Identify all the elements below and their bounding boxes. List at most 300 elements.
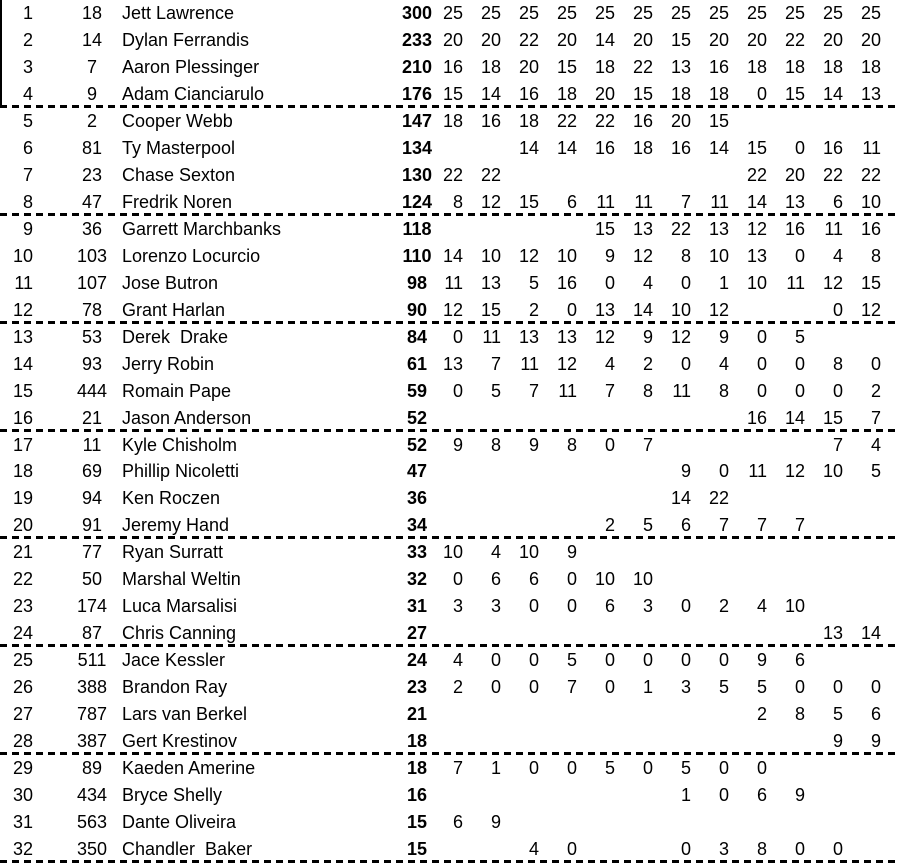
rider-number-cell: 14 (81, 29, 103, 50)
position-cell: 3 (22, 56, 33, 77)
race-score-cell: 25 (708, 3, 729, 23)
race-score-cell: 9 (680, 461, 691, 482)
race-score-cell: 15 (746, 137, 767, 158)
race-score-cell: 12 (708, 299, 729, 320)
rider-name-cell: Derek Drake (122, 326, 229, 347)
race-score-cell (729, 566, 767, 593)
race-score-cell: 22 (518, 29, 539, 50)
race-score-cell: 10 (708, 245, 729, 266)
race-score-cell (615, 728, 653, 755)
race-score-cell: 18 (594, 56, 615, 77)
race-score-cell: 18 (784, 56, 805, 77)
race-score-cell: 9 (642, 326, 653, 347)
rider-number-cell: 23 (81, 164, 103, 185)
race-score-cell (691, 566, 729, 593)
race-score-cell: 0 (452, 326, 463, 347)
race-score-cell: 14 (746, 191, 767, 212)
table-row (0, 189, 899, 216)
rider-name-cell: Jeremy Hand (122, 515, 230, 536)
race-score-cell: 5 (528, 272, 539, 293)
rider-name-cell: Phillip Nicoletti (122, 461, 240, 482)
race-score-cell: 12 (442, 299, 463, 320)
race-score-cell: 12 (860, 299, 881, 320)
race-score-cell (805, 647, 843, 674)
race-score-cell: 7 (756, 515, 767, 536)
rider-name-cell: Ken Roczen (122, 488, 221, 509)
race-score-cell: 13 (556, 326, 577, 347)
race-score-cell: 15 (670, 29, 691, 50)
race-score-cell (767, 432, 805, 459)
race-score-cell: 13 (442, 353, 463, 374)
race-score-cell: 0 (604, 272, 615, 293)
race-score-cell: 11 (786, 272, 805, 293)
race-score-cell (539, 512, 577, 539)
race-score-cell: 25 (822, 3, 843, 23)
race-score-cell: 9 (490, 812, 501, 833)
race-score-cell: 9 (528, 434, 539, 455)
race-score-cell (615, 405, 653, 432)
race-score-cell: 0 (794, 245, 805, 266)
race-score-cell (615, 458, 653, 485)
race-score-cell: 8 (870, 245, 881, 266)
table-row (0, 593, 899, 620)
race-score-cell: 18 (518, 110, 539, 131)
race-score-cell: 0 (718, 785, 729, 806)
race-score-cell (425, 405, 463, 432)
race-score-cell (767, 728, 805, 755)
rider-number-cell: 93 (81, 353, 103, 374)
table-row (0, 324, 899, 351)
table-row (0, 674, 899, 701)
race-score-cell (501, 782, 539, 809)
table-row (0, 566, 899, 593)
total-points-cell: 34 (406, 515, 428, 536)
race-score-cell (425, 485, 463, 512)
race-score-cell (501, 458, 539, 485)
race-score-cell: 0 (680, 272, 691, 293)
rider-name-cell: Lars van Berkel (122, 704, 248, 725)
race-score-cell: 16 (442, 56, 463, 77)
race-score-cell: 15 (594, 218, 615, 239)
race-score-cell: 10 (860, 191, 881, 212)
rider-number-cell: 91 (81, 515, 103, 536)
race-score-cell (615, 485, 653, 512)
table-row (0, 432, 899, 459)
race-score-cell: 12 (822, 272, 843, 293)
position-cell: 5 (22, 110, 33, 131)
position-cell: 17 (12, 434, 33, 455)
race-score-cell (805, 324, 843, 351)
race-score-cell: 7 (452, 758, 463, 779)
race-score-cell (577, 485, 615, 512)
race-score-cell (539, 701, 577, 728)
race-score-cell (501, 216, 539, 243)
race-score-cell: 0 (756, 353, 767, 374)
total-points-cell: 24 (406, 650, 428, 671)
race-score-cell: 0 (794, 353, 805, 374)
race-score-cell (615, 809, 653, 836)
race-score-cell: 0 (680, 839, 691, 860)
rider-number-cell: 36 (81, 218, 103, 239)
rider-name-cell: Jerry Robin (122, 353, 215, 374)
race-score-cell: 15 (708, 110, 729, 131)
rider-number-cell: 18 (81, 3, 103, 23)
race-score-cell: 10 (822, 461, 843, 482)
position-cell: 7 (22, 164, 33, 185)
race-score-cell: 8 (680, 245, 691, 266)
race-score-cell (425, 836, 463, 863)
race-score-cell (463, 485, 501, 512)
race-score-cell: 16 (670, 137, 691, 158)
race-score-cell (767, 108, 805, 135)
position-cell: 13 (12, 326, 33, 347)
race-score-cell: 20 (860, 29, 881, 50)
rider-number-cell: 47 (81, 191, 103, 212)
total-points-cell: 98 (406, 272, 428, 293)
race-score-cell: 9 (566, 542, 577, 563)
race-score-cell: 0 (756, 83, 767, 104)
rider-name-cell: Ryan Surratt (122, 542, 224, 563)
position-cell: 10 (12, 245, 33, 266)
race-score-cell (767, 620, 805, 647)
race-score-cell (463, 620, 501, 647)
race-score-cell (805, 566, 843, 593)
race-score-cell (577, 405, 615, 432)
race-score-cell (843, 647, 881, 674)
race-score-cell (653, 162, 691, 189)
race-score-cell (539, 620, 577, 647)
race-score-cell (805, 485, 843, 512)
total-points-cell: 233 (401, 29, 433, 50)
race-score-cell: 22 (784, 29, 805, 50)
position-cell: 1 (22, 3, 33, 23)
race-score-cell (425, 216, 463, 243)
race-score-cell: 20 (784, 164, 805, 185)
race-score-cell: 3 (718, 839, 729, 860)
race-score-cell: 14 (518, 137, 539, 158)
table-row (0, 216, 899, 243)
race-score-cell (425, 512, 463, 539)
race-score-cell: 16 (860, 218, 881, 239)
race-score-cell: 15 (632, 83, 653, 104)
table-row (0, 405, 899, 432)
race-score-cell (615, 162, 653, 189)
rider-number-cell: 444 (76, 380, 108, 401)
race-score-cell: 6 (566, 191, 577, 212)
group-divider-line (0, 752, 899, 755)
race-score-cell: 15 (518, 191, 539, 212)
race-score-cell (539, 216, 577, 243)
race-score-cell: 25 (594, 3, 615, 23)
race-score-cell (577, 836, 615, 863)
race-score-cell: 14 (556, 137, 577, 158)
race-score-cell: 13 (480, 272, 501, 293)
position-cell: 14 (12, 353, 33, 374)
race-score-cell (501, 485, 539, 512)
race-score-cell: 6 (680, 515, 691, 536)
race-score-cell: 15 (822, 407, 843, 428)
race-score-cell (577, 728, 615, 755)
table-row (0, 135, 899, 162)
race-score-cell (463, 728, 501, 755)
race-score-cell (767, 539, 805, 566)
rider-number-cell: 350 (76, 839, 108, 860)
race-score-cell (539, 485, 577, 512)
race-score-cell (501, 620, 539, 647)
race-score-cell: 11 (634, 191, 653, 212)
race-score-cell: 0 (604, 434, 615, 455)
race-score-cell: 6 (604, 596, 615, 617)
total-points-cell: 90 (406, 299, 428, 320)
rider-name-cell: Dylan Ferrandis (122, 29, 250, 50)
race-score-cell: 0 (756, 380, 767, 401)
race-score-cell: 11 (596, 191, 615, 212)
race-score-cell: 15 (556, 56, 577, 77)
position-cell: 27 (12, 704, 33, 725)
race-score-cell (729, 432, 767, 459)
race-score-cell (691, 539, 729, 566)
total-points-cell: 300 (401, 3, 433, 23)
race-score-cell: 0 (870, 353, 881, 374)
total-points-cell: 110 (402, 245, 432, 266)
race-score-cell: 18 (632, 137, 653, 158)
rider-name-cell: Kaeden Amerine (122, 758, 256, 779)
race-score-cell: 25 (442, 3, 463, 23)
race-score-cell: 0 (528, 677, 539, 698)
race-score-cell: 12 (670, 326, 691, 347)
race-score-cell: 20 (556, 29, 577, 50)
race-score-cell (843, 485, 881, 512)
race-score-cell: 18 (442, 110, 463, 131)
race-score-cell: 22 (670, 218, 691, 239)
race-score-cell: 22 (632, 56, 653, 77)
race-score-cell: 16 (480, 110, 501, 131)
rider-name-cell: Jason Anderson (122, 407, 252, 428)
race-score-cell: 13 (860, 83, 881, 104)
race-score-cell: 5 (832, 704, 843, 725)
race-score-cell: 0 (832, 839, 843, 860)
race-score-cell: 12 (556, 353, 577, 374)
race-score-cell: 11 (558, 380, 577, 401)
rider-number-cell: 7 (86, 56, 97, 77)
race-score-cell: 20 (670, 110, 691, 131)
race-score-cell (463, 458, 501, 485)
total-points-cell: 124 (401, 191, 433, 212)
race-score-cell: 2 (452, 677, 463, 698)
race-score-cell: 6 (794, 650, 805, 671)
race-score-cell: 15 (860, 272, 881, 293)
total-points-cell: 27 (406, 623, 428, 644)
race-score-cell (767, 809, 805, 836)
race-score-cell: 10 (480, 245, 501, 266)
rider-number-cell: 78 (81, 299, 103, 320)
total-points-cell: 18 (406, 731, 428, 752)
race-score-cell: 0 (794, 839, 805, 860)
race-score-cell: 8 (718, 380, 729, 401)
race-score-cell: 22 (708, 488, 729, 509)
race-score-cell: 9 (604, 245, 615, 266)
race-score-cell: 7 (870, 407, 881, 428)
race-score-cell: 0 (718, 650, 729, 671)
race-score-cell: 13 (708, 218, 729, 239)
race-score-cell (691, 620, 729, 647)
race-score-cell (463, 836, 501, 863)
rider-name-cell: Grant Harlan (122, 299, 226, 320)
rider-name-cell: Jace Kessler (122, 650, 226, 671)
race-score-cell: 0 (604, 677, 615, 698)
rider-number-cell: 174 (76, 596, 108, 617)
total-points-cell: 15 (406, 839, 428, 860)
rider-name-cell: Chris Canning (122, 623, 237, 644)
race-score-cell (653, 809, 691, 836)
race-score-cell: 0 (680, 353, 691, 374)
rider-number-cell: 387 (76, 731, 108, 752)
race-score-cell: 18 (670, 83, 691, 104)
race-score-cell: 4 (870, 434, 881, 455)
race-score-cell: 25 (784, 3, 805, 23)
race-score-cell: 0 (604, 650, 615, 671)
race-score-cell: 0 (756, 326, 767, 347)
race-score-cell: 4 (490, 542, 501, 563)
race-score-cell: 16 (594, 137, 615, 158)
rider-number-cell: 69 (81, 461, 103, 482)
rider-name-cell: Lorenzo Locurcio (122, 245, 261, 266)
race-score-cell: 22 (556, 110, 577, 131)
race-score-cell: 14 (860, 623, 881, 644)
race-score-cell: 10 (784, 596, 805, 617)
race-score-cell (691, 162, 729, 189)
race-score-cell: 12 (594, 326, 615, 347)
race-score-cell: 2 (604, 515, 615, 536)
rider-number-cell: 9 (86, 83, 97, 104)
race-score-cell: 3 (452, 596, 463, 617)
race-score-cell: 15 (442, 83, 463, 104)
race-score-cell (463, 216, 501, 243)
race-score-cell: 25 (746, 3, 767, 23)
race-score-cell: 10 (746, 272, 767, 293)
race-score-cell: 2 (756, 704, 767, 725)
total-points-cell: 31 (406, 596, 428, 617)
race-score-cell: 13 (746, 245, 767, 266)
race-score-cell: 14 (708, 137, 729, 158)
position-cell: 9 (22, 218, 33, 239)
race-score-cell: 25 (860, 3, 881, 23)
rider-name-cell: Gert Krestinov (122, 731, 238, 752)
race-score-cell (615, 782, 653, 809)
race-score-cell: 0 (642, 758, 653, 779)
rider-name-cell: Chase Sexton (122, 164, 236, 185)
race-score-cell: 12 (746, 218, 767, 239)
rider-number-cell: 2 (86, 110, 97, 131)
race-score-cell: 0 (718, 758, 729, 779)
rider-name-cell: Jose Butron (122, 272, 219, 293)
left-border-line (0, 0, 2, 105)
total-points-cell: 130 (401, 164, 433, 185)
total-points-cell: 36 (406, 488, 428, 509)
race-score-cell (691, 728, 729, 755)
race-score-cell: 2 (528, 299, 539, 320)
race-score-cell: 7 (832, 434, 843, 455)
total-points-cell: 134 (401, 137, 433, 158)
race-score-cell (843, 836, 881, 863)
race-score-cell: 6 (490, 569, 501, 590)
race-score-cell: 0 (528, 758, 539, 779)
race-score-cell: 14 (784, 407, 805, 428)
table-row (0, 512, 899, 539)
race-score-cell: 15 (480, 299, 501, 320)
race-score-cell (539, 458, 577, 485)
race-score-cell: 3 (642, 596, 653, 617)
race-score-cell (843, 782, 881, 809)
rider-name-cell: Chandler Baker (122, 839, 253, 860)
race-score-cell: 6 (756, 785, 767, 806)
race-score-cell: 16 (822, 137, 843, 158)
position-cell: 26 (12, 677, 33, 698)
race-score-cell (425, 458, 463, 485)
race-score-cell: 0 (452, 569, 463, 590)
race-score-cell: 13 (822, 623, 843, 644)
rider-number-cell: 21 (81, 407, 103, 428)
race-score-cell (691, 405, 729, 432)
race-score-cell: 0 (794, 677, 805, 698)
race-score-cell: 0 (832, 677, 843, 698)
rider-name-cell: Luca Marsalisi (122, 596, 238, 617)
rider-name-cell: Dante Oliveira (122, 812, 237, 833)
total-points-cell: 52 (406, 407, 428, 428)
race-score-cell: 0 (490, 650, 501, 671)
race-score-cell: 0 (756, 758, 767, 779)
position-cell: 25 (12, 650, 33, 671)
race-score-cell: 13 (518, 326, 539, 347)
race-score-cell: 14 (442, 245, 463, 266)
rider-name-cell: Cooper Webb (122, 110, 233, 131)
rider-number-cell: 103 (76, 245, 108, 266)
position-cell: 8 (22, 191, 33, 212)
race-score-cell (577, 782, 615, 809)
race-score-cell: 16 (556, 272, 577, 293)
race-score-cell: 0 (566, 839, 577, 860)
total-points-cell: 147 (401, 110, 433, 131)
race-score-cell: 22 (594, 110, 615, 131)
total-points-cell: 32 (406, 569, 428, 590)
position-cell: 11 (14, 272, 33, 293)
race-score-cell: 13 (670, 56, 691, 77)
race-score-cell: 12 (784, 461, 805, 482)
race-score-cell (691, 701, 729, 728)
race-score-cell (843, 539, 881, 566)
race-score-cell: 10 (670, 299, 691, 320)
table-row (0, 0, 899, 27)
race-score-cell: 4 (528, 839, 539, 860)
race-score-cell: 0 (566, 758, 577, 779)
table-row (0, 27, 899, 54)
position-cell: 4 (22, 83, 33, 104)
race-score-cell: 12 (632, 245, 653, 266)
race-score-cell (577, 162, 615, 189)
total-points-cell: 61 (406, 353, 428, 374)
total-points-cell: 21 (406, 704, 428, 725)
race-score-cell: 8 (756, 839, 767, 860)
race-score-cell: 4 (604, 353, 615, 374)
rider-name-cell: Jett Lawrence (122, 3, 235, 23)
race-score-cell (805, 539, 843, 566)
table-row (0, 108, 899, 135)
total-points-cell: 84 (406, 326, 428, 347)
rider-number-cell: 77 (81, 542, 103, 563)
race-score-cell (539, 162, 577, 189)
race-score-cell (501, 701, 539, 728)
race-score-cell (653, 405, 691, 432)
